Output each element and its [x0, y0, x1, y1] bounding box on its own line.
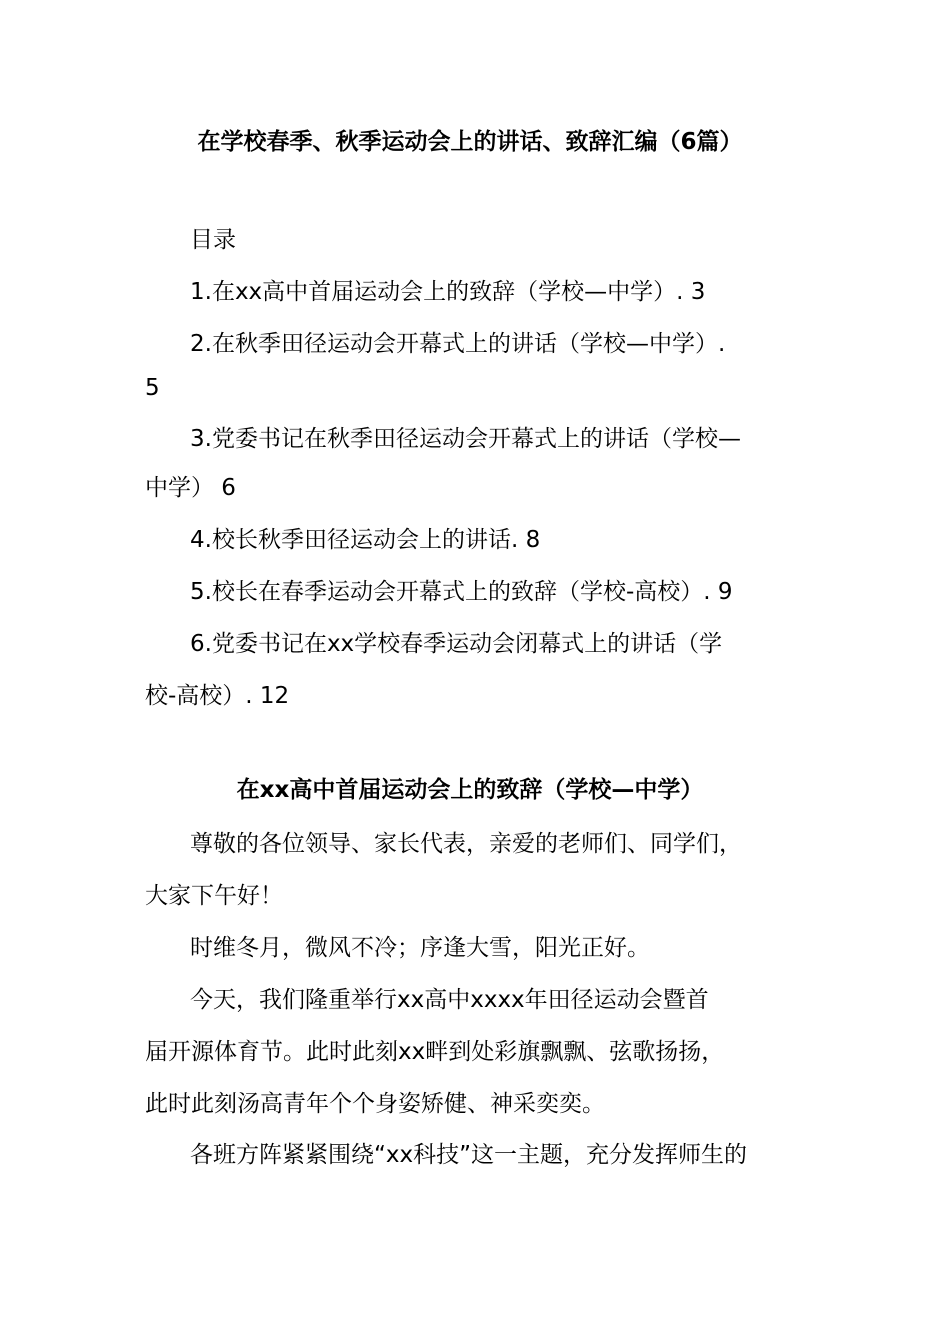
- section-title: 在xx高中首届运动会上的致辞（学校—中学）: [236, 777, 704, 803]
- toc-entry-1: 1.在xx高中首届运动会上的致辞（学校—中学）. 3: [190, 279, 706, 305]
- toc-entry-5: 5.校长在春季运动会开幕式上的致辞（学校-高校）. 9: [190, 579, 733, 605]
- paragraph-1-continuation: 大家下午好！: [145, 883, 283, 909]
- paragraph-3: 今天，我们隆重举行xx高中xxxx年田径运动会暨首: [190, 987, 709, 1013]
- toc-entry-6: 6.党委书记在xx学校春季运动会闭幕式上的讲话（学: [190, 631, 723, 657]
- toc-entry-2: 2.在秋季田径运动会开幕式上的讲话（学校—中学）.: [190, 331, 726, 357]
- toc-heading: 目录: [190, 227, 236, 253]
- paragraph-2: 时维冬月，微风不冷；序逢大雪，阳光正好。: [190, 935, 650, 961]
- paragraph-4: 各班方阵紧紧围绕“xx科技”这一主题，充分发挥师生的: [190, 1142, 748, 1168]
- paragraph-3-continuation-2: 此时此刻汤高青年个个身姿矫健、神采奕奕。: [145, 1091, 605, 1117]
- paragraph-1: 尊敬的各位领导、家长代表，亲爱的老师们、同学们，: [190, 831, 742, 857]
- paragraph-3-continuation-1: 届开源体育节。此时此刻xx畔到处彩旗飘飘、弦歌扬扬，: [145, 1039, 725, 1065]
- toc-entry-3-continuation: 中学） 6: [145, 475, 236, 501]
- toc-entry-3: 3.党委书记在秋季田径运动会开幕式上的讲话（学校—: [190, 426, 741, 452]
- toc-entry-4: 4.校长秋季田径运动会上的讲话. 8: [190, 527, 541, 553]
- toc-entry-2-continuation: 5: [145, 375, 160, 401]
- document-title: 在学校春季、秋季运动会上的讲话、致辞汇编（6篇）: [197, 129, 743, 155]
- toc-entry-6-continuation: 校-高校）. 12: [145, 683, 290, 709]
